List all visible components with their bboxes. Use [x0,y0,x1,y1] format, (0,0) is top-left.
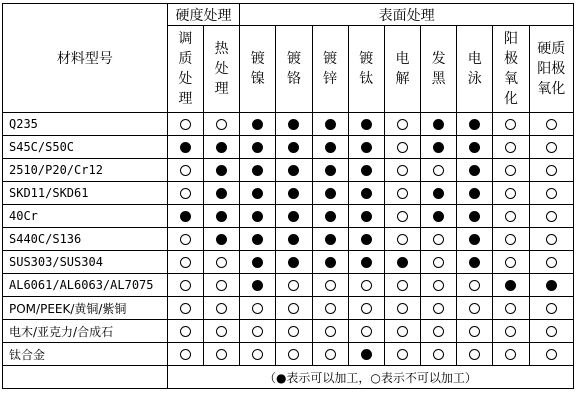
mark-cell [493,297,529,320]
empty-circle-icon [546,165,557,176]
mark-cell [457,182,493,205]
filled-circle-icon [288,165,299,176]
empty-circle-icon [505,211,516,222]
group-header-row [3,4,574,26]
mark-cell [457,159,493,182]
material-cell: 2510/P20/Cr12 [3,159,168,182]
mark-cell [276,297,312,320]
mark-cell [312,136,348,159]
empty-circle-icon [180,119,191,130]
empty-circle-icon [180,257,191,268]
empty-circle-icon [216,349,227,360]
mark-cell [421,251,457,274]
mark-cell [240,136,276,159]
material-cell: 钛合金 [3,343,168,366]
mark-cell [421,343,457,366]
mark-cell [529,182,573,205]
filled-circle-icon [433,142,444,153]
empty-circle-icon [469,280,480,291]
empty-circle-icon [505,303,516,314]
mark-cell [421,320,457,343]
empty-circle-icon [325,280,336,291]
filled-circle-icon [469,165,480,176]
mark-cell [204,159,240,182]
table-row [3,136,574,159]
column-header-label: 电泳 [467,51,482,87]
mark-cell [276,159,312,182]
empty-circle-icon [180,188,191,199]
empty-circle-icon [361,303,372,314]
legend-empty-cell [3,366,168,389]
empty-circle-icon [397,280,408,291]
material-cell: 40Cr [3,205,168,228]
mark-cell [276,320,312,343]
column-header-label: 镀镍 [250,51,265,87]
empty-circle-icon [397,119,408,130]
mark-cell [493,205,529,228]
empty-circle-icon [546,188,557,199]
mark-cell [348,182,384,205]
mark-cell [312,251,348,274]
table-row [3,274,574,297]
empty-circle-icon [252,349,263,360]
hardness-group-header: 硬度处理 [167,4,239,26]
mark-cell [457,297,493,320]
material-cell: SKD11/SKD61 [3,182,168,205]
table-row [3,251,574,274]
column-header-label: 发黑 [431,51,446,87]
empty-circle-icon [180,303,191,314]
column-header-label: 电解 [395,51,410,87]
empty-circle-icon [505,257,516,268]
empty-circle-icon [546,349,557,360]
column-header-label: 镀铬 [286,51,301,87]
mark-cell [167,320,203,343]
mark-cell [167,228,203,251]
filled-circle-icon [433,119,444,130]
table-row [3,159,574,182]
material-cell: S45C/S50C [3,136,168,159]
empty-circle-icon [433,257,444,268]
mark-cell [240,343,276,366]
mark-cell [493,136,529,159]
column-header-6 [384,26,420,113]
empty-circle-icon [325,349,336,360]
mark-cell [348,297,384,320]
filled-circle-icon [216,165,227,176]
mark-cell [276,136,312,159]
mark-cell [529,113,573,136]
mark-cell [421,182,457,205]
mark-cell [240,297,276,320]
mark-cell [493,182,529,205]
empty-circle-icon [546,142,557,153]
mark-cell [167,343,203,366]
mark-cell [204,251,240,274]
empty-circle-icon [505,326,516,337]
empty-circle-icon [433,349,444,360]
filled-circle-icon [288,234,299,245]
mark-cell [384,251,420,274]
filled-circle-icon [325,234,336,245]
mark-cell [348,159,384,182]
mark-cell [204,113,240,136]
mark-cell [493,159,529,182]
legend-row [3,366,574,389]
column-header-8 [457,26,493,113]
material-cell: 电木/亚克力/合成石 [3,320,168,343]
mark-cell [384,320,420,343]
filled-circle-icon [361,211,372,222]
mark-cell [240,182,276,205]
empty-circle-icon [546,257,557,268]
empty-circle-icon [505,142,516,153]
filled-circle-icon [469,211,480,222]
mark-cell [204,228,240,251]
column-header-1 [204,26,240,113]
material-cell: S440C/S136 [3,228,168,251]
mark-cell [167,159,203,182]
mark-cell [312,274,348,297]
mark-cell [493,320,529,343]
mark-cell [240,320,276,343]
mark-cell [421,136,457,159]
empty-circle-icon [505,234,516,245]
filled-circle-icon [252,119,263,130]
mark-cell [457,113,493,136]
empty-circle-icon [216,280,227,291]
empty-circle-icon [433,303,444,314]
filled-circle-icon [216,211,227,222]
filled-circle-icon [361,142,372,153]
column-header-9 [493,26,529,113]
filled-circle-icon [546,280,557,291]
column-header-10 [529,26,573,113]
mark-cell [384,297,420,320]
filled-circle-icon [252,257,263,268]
filled-circle-icon [252,211,263,222]
filled-circle-icon [325,165,336,176]
column-header-label: 镀锌 [323,51,338,87]
mark-cell [529,297,573,320]
empty-circle-icon [505,349,516,360]
filled-circle-icon [325,257,336,268]
mark-cell [457,343,493,366]
mark-cell [240,228,276,251]
empty-circle-icon [433,280,444,291]
mark-cell [240,251,276,274]
mark-cell [312,205,348,228]
mark-cell [529,320,573,343]
empty-circle-icon [288,326,299,337]
mark-cell [312,159,348,182]
filled-circle-icon [288,257,299,268]
surface-group-header: 表面处理 [240,4,574,26]
column-header-5 [348,26,384,113]
empty-circle-icon [469,303,480,314]
mark-cell [167,297,203,320]
mark-cell [240,274,276,297]
mark-cell [167,205,203,228]
mark-cell [421,274,457,297]
empty-circle-icon [288,280,299,291]
table-row [3,320,574,343]
table-row [3,297,574,320]
empty-circle-icon [180,349,191,360]
mark-cell [167,136,203,159]
mark-cell [276,343,312,366]
mark-cell [276,274,312,297]
mark-cell [384,274,420,297]
mark-cell [348,251,384,274]
table-row [3,205,574,228]
empty-circle-icon [397,234,408,245]
mark-cell [421,228,457,251]
mark-cell [312,113,348,136]
mark-cell [348,343,384,366]
mark-cell [529,274,573,297]
mark-cell [276,228,312,251]
mark-cell [384,182,420,205]
mark-cell [312,297,348,320]
filled-circle-icon [469,188,480,199]
empty-circle-icon [288,303,299,314]
mark-cell [457,251,493,274]
filled-circle-icon [469,142,480,153]
empty-circle-icon [397,142,408,153]
mark-cell [312,320,348,343]
empty-circle-icon [180,234,191,245]
empty-circle-icon [546,119,557,130]
mark-cell [421,113,457,136]
empty-circle-icon [433,234,444,245]
filled-circle-icon [361,188,372,199]
filled-circle-icon [469,257,480,268]
mark-cell [348,113,384,136]
column-header-2 [240,26,276,113]
mark-cell [529,343,573,366]
mark-cell [204,205,240,228]
mark-cell [421,297,457,320]
mark-cell [384,136,420,159]
empty-circle-icon [505,165,516,176]
filled-circle-icon [180,211,191,222]
material-cell: AL6061/AL6063/AL7075 [3,274,168,297]
empty-circle-icon [325,326,336,337]
mark-cell [348,274,384,297]
filled-circle-icon [252,188,263,199]
mark-cell [167,251,203,274]
empty-circle-icon [505,119,516,130]
material-cell: POM/PEEK/黄铜/紫铜 [3,297,168,320]
mark-cell [240,113,276,136]
mark-cell [348,320,384,343]
material-cell: SUS303/SUS304 [3,251,168,274]
empty-circle-icon [325,303,336,314]
empty-circle-icon [180,280,191,291]
legend-note: （●表示可以加工，○表示不可以加工） [167,366,573,389]
mark-cell [276,113,312,136]
filled-circle-icon [288,188,299,199]
filled-circle-icon [433,188,444,199]
filled-circle-icon [361,119,372,130]
mark-cell [167,113,203,136]
filled-circle-icon [216,142,227,153]
column-header-0 [167,26,203,113]
filled-circle-icon [325,142,336,153]
filled-circle-icon [361,234,372,245]
column-header-label: 阳极氧化 [503,31,518,107]
empty-circle-icon [252,326,263,337]
column-header-label: 热处理 [214,41,229,97]
material-header: 材料型号 [3,4,168,113]
empty-circle-icon [469,349,480,360]
mark-cell [457,228,493,251]
empty-circle-icon [361,326,372,337]
filled-circle-icon [216,234,227,245]
filled-circle-icon [505,280,516,291]
column-header-label: 硬质阳极氧化 [537,41,566,97]
empty-circle-icon [216,303,227,314]
empty-circle-icon [180,326,191,337]
mark-cell [312,228,348,251]
filled-circle-icon [252,165,263,176]
empty-circle-icon [433,165,444,176]
empty-circle-icon [180,165,191,176]
filled-circle-icon [325,119,336,130]
mark-cell [384,228,420,251]
column-header-4 [312,26,348,113]
filled-circle-icon [288,142,299,153]
table-row [3,113,574,136]
mark-cell [493,251,529,274]
filled-circle-icon [252,234,263,245]
mark-cell [167,274,203,297]
empty-circle-icon [361,280,372,291]
mark-cell [204,136,240,159]
matrix-body [3,113,574,366]
filled-circle-icon [361,349,372,360]
filled-circle-icon [361,165,372,176]
empty-circle-icon [433,326,444,337]
mark-cell [204,182,240,205]
empty-circle-icon [397,165,408,176]
column-header-3 [276,26,312,113]
filled-circle-icon [252,280,263,291]
mark-cell [348,205,384,228]
filled-circle-icon [433,211,444,222]
mark-cell [204,297,240,320]
mark-cell [384,113,420,136]
empty-circle-icon [546,303,557,314]
mark-cell [384,159,420,182]
mark-cell [493,274,529,297]
filled-circle-icon [469,119,480,130]
empty-circle-icon [469,326,480,337]
mark-cell [167,182,203,205]
column-header-label: 镀钛 [359,51,374,87]
filled-circle-icon [288,119,299,130]
mark-cell [457,136,493,159]
filled-circle-icon [397,257,408,268]
filled-circle-icon [252,142,263,153]
empty-circle-icon [546,234,557,245]
filled-circle-icon [325,211,336,222]
table-row [3,343,574,366]
mark-cell [529,251,573,274]
filled-circle-icon [216,188,227,199]
mark-cell [384,205,420,228]
filled-circle-icon [469,234,480,245]
mark-cell [348,228,384,251]
column-header-label: 调质处理 [178,31,193,107]
mark-cell [493,113,529,136]
mark-cell [312,182,348,205]
table-row [3,228,574,251]
empty-circle-icon [505,188,516,199]
empty-circle-icon [397,349,408,360]
mark-cell [493,228,529,251]
mark-cell [240,205,276,228]
mark-cell [240,159,276,182]
mark-cell [493,343,529,366]
mark-cell [204,320,240,343]
mark-cell [421,159,457,182]
mark-cell [204,343,240,366]
empty-circle-icon [216,257,227,268]
mark-cell [276,182,312,205]
mark-cell [457,205,493,228]
material-cell: Q235 [3,113,168,136]
mark-cell [421,205,457,228]
mark-cell [529,159,573,182]
empty-circle-icon [216,326,227,337]
mark-cell [204,274,240,297]
empty-circle-icon [546,211,557,222]
empty-circle-icon [252,303,263,314]
filled-circle-icon [325,188,336,199]
empty-circle-icon [288,349,299,360]
mark-cell [276,251,312,274]
empty-circle-icon [397,188,408,199]
processing-matrix-table [2,3,574,389]
mark-cell [529,205,573,228]
table-row [3,182,574,205]
column-header-7 [421,26,457,113]
filled-circle-icon [288,211,299,222]
mark-cell [312,343,348,366]
empty-circle-icon [546,326,557,337]
mark-cell [457,274,493,297]
empty-circle-icon [397,326,408,337]
empty-circle-icon [397,303,408,314]
mark-cell [384,343,420,366]
empty-circle-icon [216,119,227,130]
mark-cell [529,136,573,159]
mark-cell [457,320,493,343]
mark-cell [348,136,384,159]
filled-circle-icon [361,257,372,268]
empty-circle-icon [397,211,408,222]
filled-circle-icon [180,142,191,153]
mark-cell [276,205,312,228]
mark-cell [529,228,573,251]
